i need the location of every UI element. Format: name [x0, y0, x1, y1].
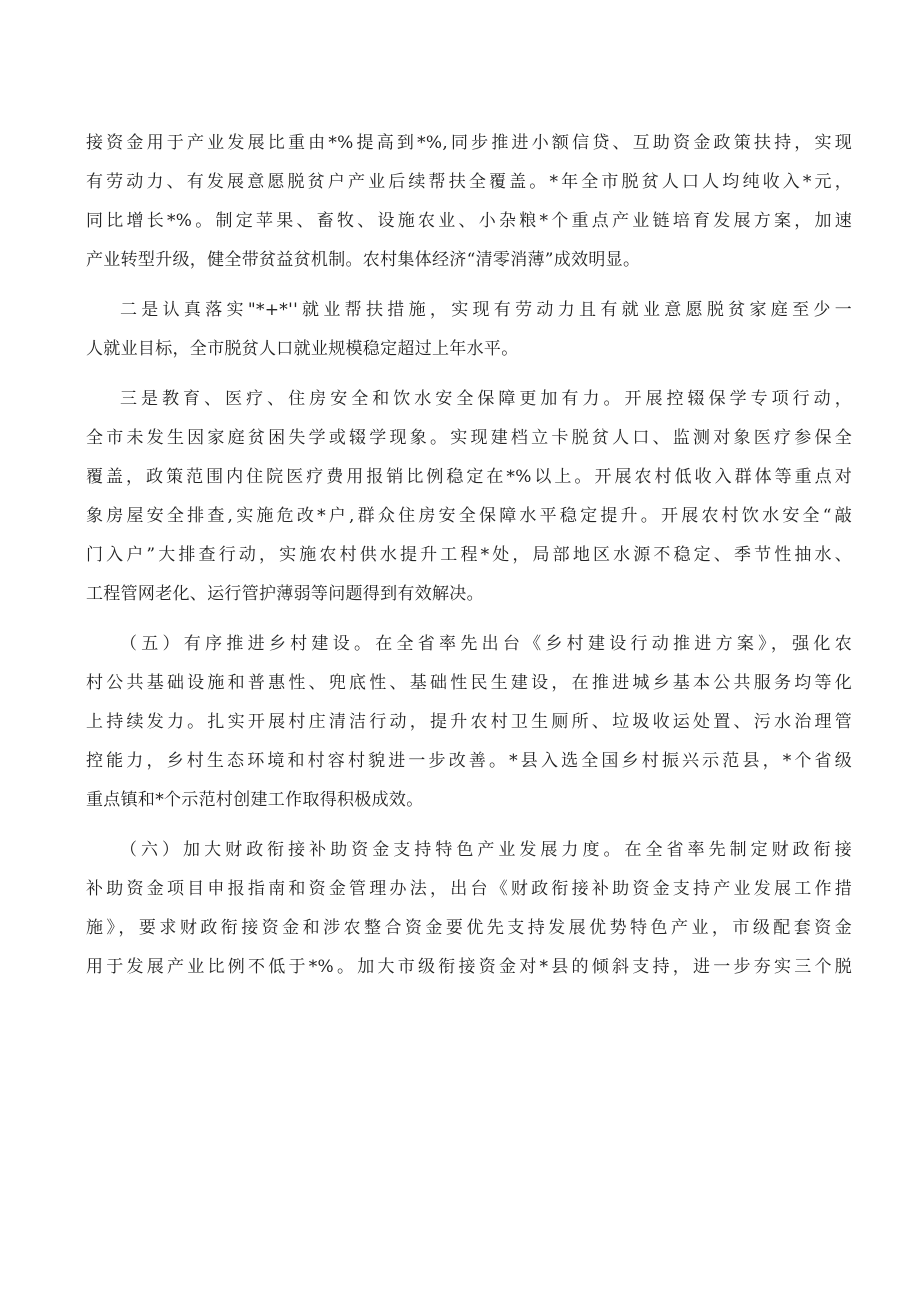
paragraph-gap	[86, 280, 852, 291]
text-line: 产业转型升级，健全带贫益贫机制。农村集体经济“清零消薄”成效明显。	[86, 250, 641, 270]
text-line: （五）有序推进乡村建设。在全省率先出台《乡村建设行动推进方案》，强化农	[120, 634, 852, 654]
document-body	[86, 124, 852, 987]
text-line: 覆盖，政策范围内住院医疗费用报销比例稳定在*%以上。开展农村低收入群体等重点对	[86, 467, 852, 487]
text-line: 施》，要求财政衔接资金和涉农整合资金要优先支持发展优势特色产业，市级配套资金	[86, 918, 852, 938]
paragraph-employment	[86, 291, 852, 369]
paragraph-gap	[86, 369, 852, 380]
text-line: 二是认真落实"*+*''就业帮扶措施，实现有劳动力且有就业意愿脱贫家庭至少一	[120, 300, 852, 320]
text-line: 象房屋安全排查,实施危改*户,群众住房安全保障水平稳定提升。开展农村饮水安全“敲	[86, 506, 852, 526]
text-line: 全市未发生因家庭贫困失学或辍学现象。实现建档立卡脱贫人口、监测对象医疗参保全	[86, 428, 852, 448]
paragraph-industry-support	[86, 124, 852, 280]
text-line: 人就业目标，全市脱贫人口就业规模稳定超过上年水平。	[86, 339, 519, 359]
text-line: 上持续发力。扎实开展村庄清洁行动，提升农村卫生厕所、垃圾收运处置、污水治理管	[86, 712, 852, 732]
text-line: 三是教育、医疗、住房安全和饮水安全保障更加有力。开展控辍保学专项行动，	[120, 389, 852, 409]
paragraph-gap	[86, 614, 852, 625]
paragraph-rural-construction	[86, 625, 852, 820]
text-line: 用于发展产业比例不低于*%。加大市级衔接资金对*县的倾斜支持，进一步夯实三个脱	[86, 957, 852, 977]
text-line: 接资金用于产业发展比重由*%提高到*%,同步推进小额信贷、互助资金政策扶持，实现	[86, 133, 852, 153]
text-line: 同比增长*%。制定苹果、畜牧、设施农业、小杂粮*个重点产业链培育发展方案，加速	[86, 211, 852, 231]
text-line: 补助资金项目申报指南和资金管理办法，出台《财政衔接补助资金支持产业发展工作措	[86, 879, 852, 899]
text-line: 重点镇和*个示范村创建工作取得积极成效。	[86, 790, 424, 810]
text-line: 控能力，乡村生态环境和村容村貌进一步改善。*县入选全国乡村振兴示范县，*个省级	[86, 751, 852, 771]
paragraph-gap	[86, 820, 852, 831]
paragraph-education-health-housing	[86, 380, 852, 614]
text-line: （六）加大财政衔接补助资金支持特色产业发展力度。在全省率先制定财政衔接	[120, 840, 852, 860]
text-line: 门入户”大排查行动，实施农村供水提升工程*处，局部地区水源不稳定、季节性抽水、	[86, 545, 852, 565]
text-line: 有劳动力、有发展意愿脱贫户产业后续帮扶全覆盖。*年全市脱贫人口人均纯收入*元，	[86, 172, 852, 192]
text-line: 工程管网老化、运行管护薄弱等问题得到有效解决。	[86, 584, 484, 604]
paragraph-fiscal-funds	[86, 831, 852, 987]
text-line: 村公共基础设施和普惠性、兜底性、基础性民生建设，在推进城乡基本公共服务均等化	[86, 673, 852, 693]
